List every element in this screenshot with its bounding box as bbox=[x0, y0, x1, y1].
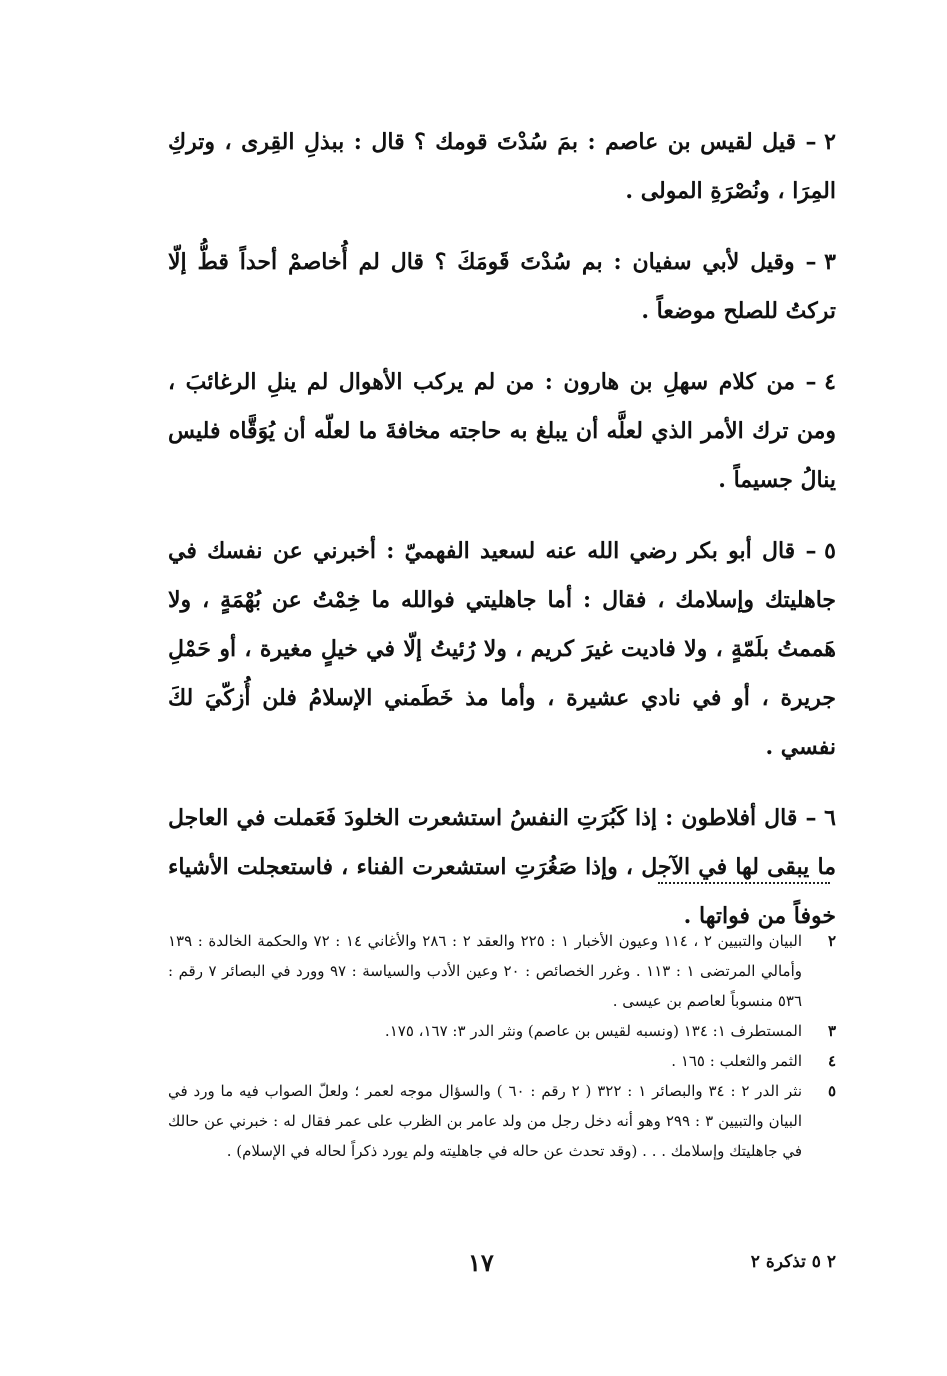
paragraph-text: قيل لقيس بن عاصم : بمَ سُدْتَ قومك ؟ قال : ببذلِ القِرى ، وتركِ المِرَا ، ونُصْرَةِ المولى . bbox=[168, 129, 836, 204]
paragraph-text: قال أبو بكر رضي الله عنه لسعيد الفهميّ : أخبرني عن نفسك في جاهليتك وإسلامك ، فقال : أما جاهليتي فوالله ما خِمْتُ عن بُهْمَةٍ ، ولا هَممتُ بلَمّةٍ ، ولا فاديت غيرَ كريم ، ولا رُئيتُ إلّا في خيلٍ مغيرة ، أو حَمْلِ جريرة ، أو في نادي عشيرة ، وأما مذ خَطَمني الإسلامُ فلن أُزكّيَ لكَ نفسي . bbox=[168, 538, 836, 760]
paragraph-3 bbox=[168, 238, 836, 336]
paragraph-number: ٥ – bbox=[805, 538, 836, 564]
footnotes bbox=[168, 926, 836, 1166]
footnote-text: البيان والتبيين ٢ ، ١١٤ وعيون الأخبار ١ : ٢٢٥ والعقد ٢ : ٢٨٦ والأغاني ١٤ : ٧٢ والحكمة الخالدة : ١٣٩ وأمالي المرتضى ١ : ١١٣ . وغرر الخصائص : ٢٠ وعين الأدب والسياسة : ٩٧ وورد في البصائر ٧ رقم : ٥٣٦ منسوباً لعاصم بن عيسى . bbox=[168, 932, 802, 1010]
paragraph-5 bbox=[168, 527, 836, 772]
footnote-5 bbox=[168, 1076, 836, 1166]
footnote-separator bbox=[658, 882, 830, 884]
main-text bbox=[168, 118, 836, 963]
footnote-text: نثر الدر ٢ : ٣٤ والبصائر ١ : ٣٢٢ ( ٢ رقم : ٦٠ ) والسؤال موجه لعمر ؛ ولعلّ الصواب فيه ما ورد في البيان والتبيين ٣ : ٢٩٩ وهو أنه دخل رجل من ولد عامر بن الظرب على عمر فقال له : خبرني عن حالك في جاهليتك وإسلامك . . . (وقد تحدث عن حاله في جاهليته ولم يورد ذكراً لحاله في الإسلام) . bbox=[168, 1082, 803, 1160]
footnote-text: المستطرف ١: ١٣٤ (ونسبه لقيس بن عاصم) ونثر الدر ٣: ١٦٧، ١٧٥. bbox=[384, 1022, 802, 1040]
footnote-number: ٤ bbox=[827, 1052, 836, 1070]
page-footer bbox=[168, 1248, 836, 1282]
footnote-number: ٣ bbox=[827, 1022, 836, 1040]
paragraph-4 bbox=[168, 358, 836, 505]
paragraph-text: قال أفلاطون : إذا كَبُرَتِ النفسُ استشعرت الخلودَ فَعَملت في العاجل ما يبقى لها في الآجل ، وإذا صَغُرَتِ استشعرت الفناء ، فاستعجلت الأشياء خوفاً من فواتها . bbox=[168, 805, 836, 929]
paragraph-text: من كلام سهلِ بن هارون : من لم يركب الأهوال لم ينلِ الرغائبَ ، ومن ترك الأمر الذي لعلَّه أن يبلغ به حاجته مخافةَ ما لعلّه أن يُوَقَّاه فليس ينالُ جسيماً . bbox=[168, 369, 836, 493]
footnote-number: ٢ bbox=[827, 932, 836, 950]
paragraph-text: وقيل لأبي سفيان : بم سُدْتَ قَومَكَ ؟ قال لم أُخاصمْ أحداً قطُّ إلّا تركتُ للصلح موضعاً . bbox=[168, 249, 836, 324]
paragraph-number: ٣ – bbox=[805, 249, 836, 275]
paragraph-number: ٦ – bbox=[805, 805, 836, 831]
footnote-4 bbox=[168, 1046, 836, 1076]
footnote-2 bbox=[168, 926, 836, 1016]
footnote-3 bbox=[168, 1016, 836, 1046]
page-number: ١٧ bbox=[468, 1248, 494, 1277]
paragraph-number: ٢ – bbox=[805, 129, 836, 155]
paragraph-number: ٤ – bbox=[805, 369, 836, 395]
footnote-number: ٥ bbox=[827, 1082, 836, 1100]
footnote-text: الثمر والثعلب : ١٦٥ . bbox=[671, 1052, 802, 1070]
paragraph-6 bbox=[168, 794, 836, 941]
paragraph-2 bbox=[168, 118, 836, 216]
signature-mark: ٢ ٥ تذكرة ٢ bbox=[750, 1252, 836, 1272]
